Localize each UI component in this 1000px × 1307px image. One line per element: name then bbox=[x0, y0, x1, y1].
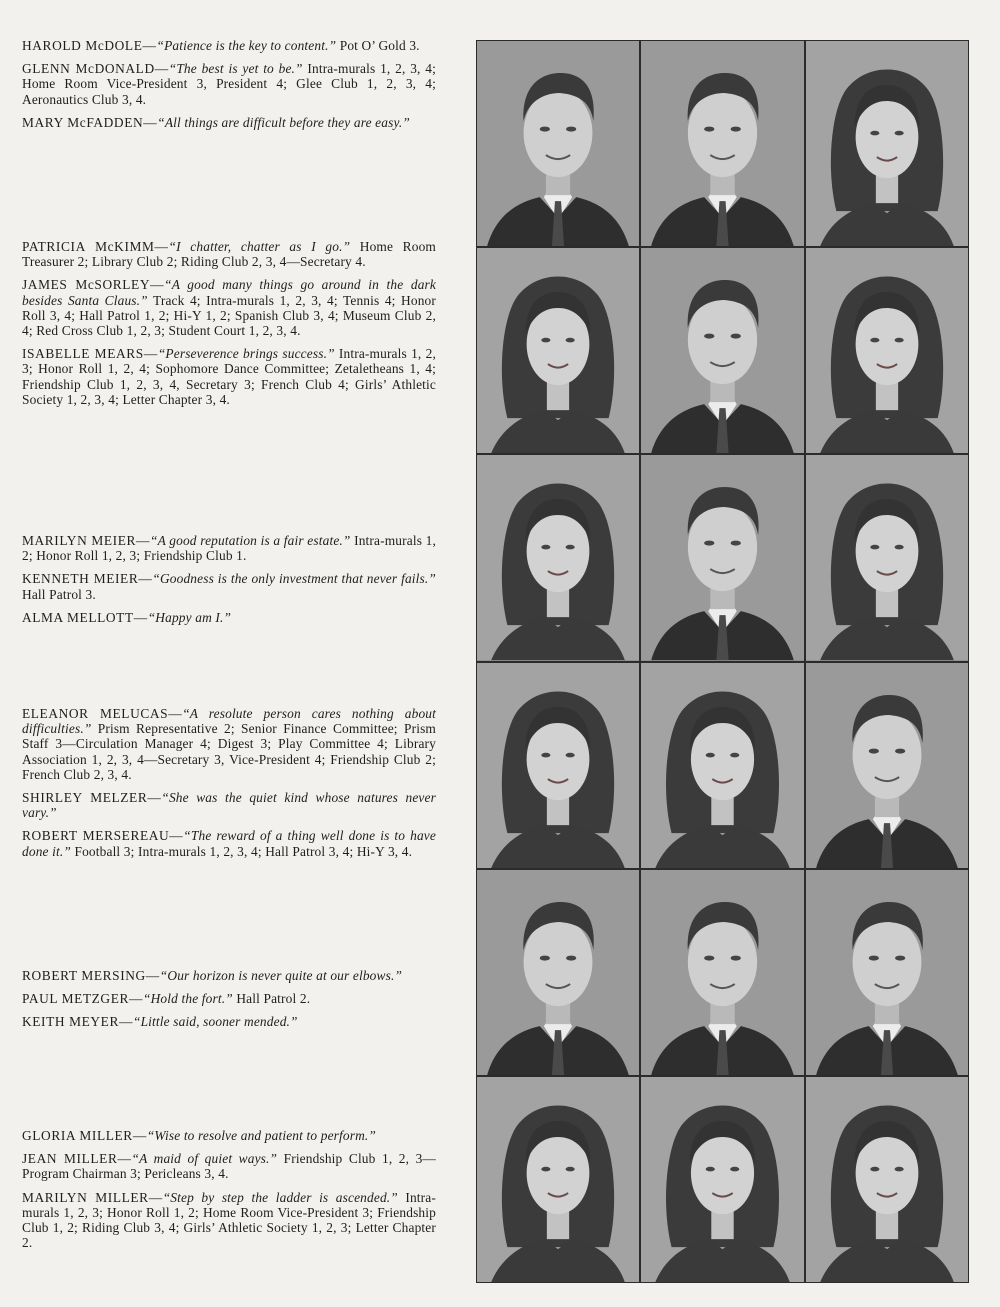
senior-entry bbox=[22, 610, 436, 625]
student-name: PAUL METZGER— bbox=[22, 991, 144, 1007]
student-portrait bbox=[477, 455, 639, 660]
student-name: ROBERT MERSEREAU— bbox=[22, 828, 184, 844]
senior-entry bbox=[22, 991, 436, 1006]
student-portrait bbox=[641, 1077, 804, 1282]
entry-group bbox=[22, 533, 436, 633]
student-name: KENNETH MEIER— bbox=[22, 571, 153, 587]
senior-entry bbox=[22, 346, 436, 407]
student-name: JAMES McSORLEY— bbox=[22, 277, 165, 293]
student-name: MARY McFADDEN— bbox=[22, 114, 158, 130]
student-quote: “I chatter, chatter as I go.” bbox=[168, 239, 351, 254]
student-name: MARILYN MILLER— bbox=[22, 1189, 163, 1205]
student-portrait bbox=[806, 870, 968, 1075]
senior-entry bbox=[22, 277, 436, 338]
student-activities: Intra-murals 1, 2, 3, 4; Home Room Vice-President 3, President 4; Glee Club 1, 2, 3, 4; Aeronautics Club 3, 4. bbox=[22, 61, 436, 107]
student-activities: Football 3; Intra-murals 1, 2, 3, 4; Hall Patrol 3, 4; Hi-Y 3, 4. bbox=[70, 843, 413, 859]
senior-entry bbox=[22, 1014, 436, 1029]
student-quote: “A good many things go around in the dark besides Santa Claus.” bbox=[22, 277, 436, 308]
student-portrait bbox=[477, 663, 639, 868]
student-name: GLENN McDONALD— bbox=[22, 61, 169, 77]
senior-entry bbox=[22, 61, 436, 107]
student-quote: “Little said, sooner mended.” bbox=[132, 1014, 298, 1030]
entry-group bbox=[22, 1128, 436, 1258]
student-quote: “Perseverence brings success.” bbox=[157, 346, 335, 362]
student-name: HAROLD McDOLE— bbox=[22, 38, 157, 53]
student-name: SHIRLEY MELZER— bbox=[22, 790, 162, 806]
student-portrait bbox=[641, 248, 804, 453]
student-portrait bbox=[806, 663, 968, 868]
senior-entry bbox=[22, 828, 436, 858]
student-name: ALMA MELLOTT— bbox=[22, 609, 148, 625]
student-name: MARILYN MEIER— bbox=[22, 533, 151, 548]
student-activities: Hall Patrol 2. bbox=[232, 991, 311, 1007]
senior-entry bbox=[22, 1190, 436, 1251]
student-quote: “The best is yet to be.” bbox=[168, 61, 303, 77]
student-name: KEITH MEYER— bbox=[22, 1014, 133, 1030]
senior-entry bbox=[22, 706, 436, 782]
student-portrait bbox=[806, 41, 968, 246]
student-portrait bbox=[641, 41, 804, 246]
student-portrait bbox=[806, 455, 968, 660]
senior-entry bbox=[22, 571, 436, 601]
student-quote: “A maid of quiet ways.” bbox=[131, 1151, 278, 1167]
student-portrait bbox=[477, 41, 639, 246]
senior-entry bbox=[22, 790, 436, 820]
student-activities: Intra-murals 1, 2; Honor Roll 1, 2, 3; Friendship Club 1. bbox=[22, 533, 436, 564]
senior-entry bbox=[22, 533, 436, 563]
student-quote: “Patience is the key to content.” bbox=[156, 38, 337, 53]
student-quote: “Step by step the ladder is ascended.” bbox=[162, 1189, 398, 1205]
student-name: ISABELLE MEARS— bbox=[22, 346, 158, 362]
portrait-grid bbox=[476, 40, 969, 1283]
student-quote: “Wise to resolve and patient to perform.” bbox=[146, 1128, 377, 1143]
student-activities: Hall Patrol 3. bbox=[22, 586, 96, 602]
student-quote: “A resolute person cares nothing about difficulties.” bbox=[22, 706, 436, 737]
student-quote: “A good reputation is a fair estate.” bbox=[150, 533, 351, 548]
student-quote: “All things are difficult before they are easy.” bbox=[157, 114, 410, 130]
student-portrait bbox=[477, 1077, 639, 1282]
student-activities: Track 4; Intra-murals 1, 2, 3, 4; Tennis 4; Honor Roll 3, 4; Hall Patrol 1, 2; Hi-Y 1, 2; Spanish Club 3, 4; Museum Club 2, 4; Red Cross Club 1, 2, 3; Student Court 1, 2, 3, 4. bbox=[22, 292, 436, 339]
student-quote: “She was the quiet kind whose natures never vary.” bbox=[22, 790, 436, 821]
student-name: GLORIA MILLER— bbox=[22, 1128, 147, 1143]
student-name: PATRICIA McKIMM— bbox=[22, 239, 169, 254]
senior-entry bbox=[22, 239, 436, 269]
student-name: ELEANOR MELUCAS— bbox=[22, 706, 183, 721]
student-activities: Pot O’ Gold 3. bbox=[336, 38, 420, 53]
entry-group bbox=[22, 706, 436, 867]
student-portrait bbox=[641, 663, 804, 868]
student-portrait bbox=[477, 248, 639, 453]
student-quote: “The reward of a thing well done is to have done it.” bbox=[22, 828, 436, 859]
student-portrait bbox=[806, 1077, 968, 1282]
student-quote: “Happy am I.” bbox=[147, 609, 232, 625]
student-portrait bbox=[477, 870, 639, 1075]
student-quote: “Our horizon is never quite at our elbows.” bbox=[159, 968, 403, 983]
entry-group bbox=[22, 38, 436, 138]
student-activities: Home Room Treasurer 2; Library Club 2; Riding Club 2, 3, 4—Secretary 4. bbox=[22, 239, 436, 270]
student-portrait bbox=[806, 248, 968, 453]
entry-group bbox=[22, 239, 436, 415]
senior-entry bbox=[22, 115, 436, 130]
student-portrait bbox=[641, 455, 804, 660]
student-quote: “Hold the fort.” bbox=[143, 991, 233, 1007]
senior-text-column bbox=[22, 0, 436, 1307]
student-portrait bbox=[641, 870, 804, 1075]
student-name: ROBERT MERSING— bbox=[22, 968, 160, 983]
student-activities: Intra-murals 1, 2, 3; Honor Roll 1, 2, 4; Sophomore Dance Committee; Zetaletheans 1, 4; Friendship Club 1, 2, 3, 4, Secretary 3; French Club 4; Girls’ Athletic Society 1, 2, 3, 4; Letter Chapter 3, 4. bbox=[22, 346, 436, 407]
student-activities: Intra-murals 1, 2, 3; Honor Roll 1, 2; Home Room Vice-President 3; Friendship Club 1, 2; Riding Club 3, 4; Girls’ Athletic Society 1, 2, 3; Letter Chapter 2. bbox=[22, 1189, 436, 1251]
student-name: JEAN MILLER— bbox=[22, 1151, 132, 1167]
senior-entry bbox=[22, 38, 436, 53]
entry-group bbox=[22, 968, 436, 1038]
student-activities: Friendship Club 1, 2, 3—Program Chairman 3; Pericleans 3, 4. bbox=[22, 1151, 436, 1182]
senior-entry bbox=[22, 968, 436, 983]
student-quote: “Goodness is the only investment that never fails.” bbox=[152, 571, 436, 587]
student-activities: Prism Representative 2; Senior Finance Committee; Prism Staff 3—Circulation Manager 4; Digest 3; Play Committee 4; Library Association 1, 2, 3, 4—Secretary 3, Vice-President 4; Friendship Club 2; French Club 2, 3, 4. bbox=[22, 721, 436, 782]
senior-entry bbox=[22, 1151, 436, 1181]
senior-entry bbox=[22, 1128, 436, 1143]
